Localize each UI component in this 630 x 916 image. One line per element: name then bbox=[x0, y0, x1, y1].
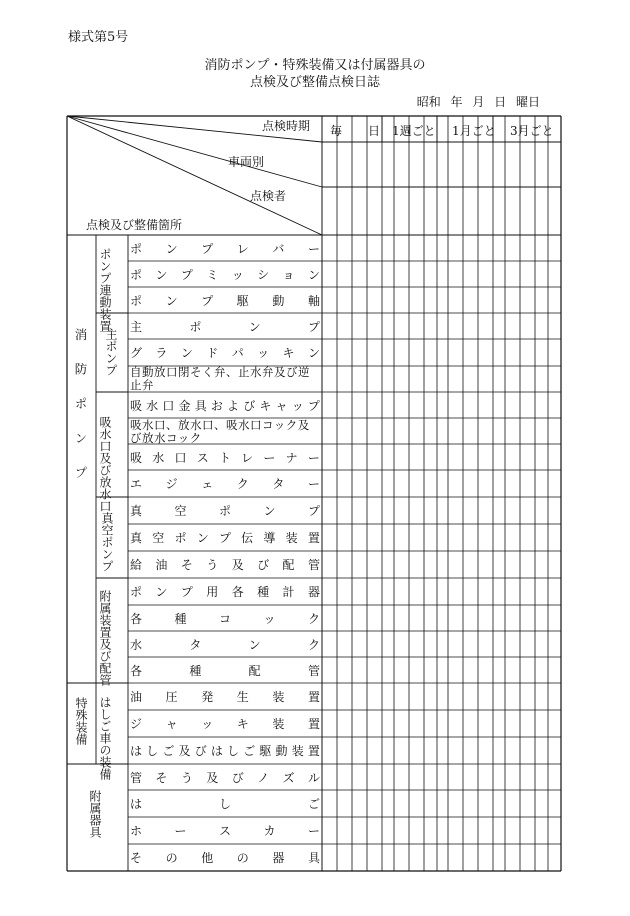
header-inspection-period: 点検時期 bbox=[262, 119, 311, 133]
subgroup-label-main-pump: 主ポンプ bbox=[104, 328, 118, 376]
period-monthly: 1月ごと bbox=[452, 124, 496, 138]
header-inspector: 点検者 bbox=[250, 189, 287, 203]
item-gland-packing: グ ラ ン ド パ ッ キ ン bbox=[130, 345, 320, 360]
header-location: 点検及び整備箇所 bbox=[86, 218, 183, 232]
item-suction-strainer: 吸 水 口 ス ト レ ー ナ ー bbox=[130, 450, 320, 465]
item-pump-lever: ポ ン プ レ バ ー bbox=[130, 241, 320, 256]
date-line: 昭和 年 月 日 曜日 bbox=[416, 95, 540, 109]
item-hose-cart: ホ ー ス カ ー bbox=[130, 824, 320, 838]
item-ladder-drive: は し ご 及 び は し ご 駆 動 装 置 bbox=[130, 744, 320, 758]
item-water-tank: 水 タ ン ク bbox=[130, 637, 320, 652]
subgroup-label-pump-linkage: ポンプ連動装置 bbox=[98, 248, 112, 332]
form-title-line-2: 点検及び整備点検日誌 bbox=[249, 75, 380, 90]
header-vehicle: 車両別 bbox=[228, 155, 265, 169]
item-vacuum-pump-transmission: 真 空 ポ ン プ 伝 導 装 置 bbox=[130, 531, 320, 545]
period-daily-2: 日 bbox=[368, 124, 381, 138]
form-title-line-1: 消防ポンプ・特殊装備又は付属器具の bbox=[204, 58, 426, 73]
group-label-special-equipment: 特殊装備 bbox=[74, 697, 88, 745]
period-daily-1: 毎 bbox=[330, 124, 343, 138]
subgroup-label-attachments: 附属装置及び配管 bbox=[98, 590, 112, 686]
subgroup-label-suction-outlet: 吸水口及び放水口 bbox=[98, 416, 112, 512]
form-number: 様式第5号 bbox=[68, 30, 129, 45]
item-main-pump: 主 ポ ン プ bbox=[130, 319, 320, 334]
period-weekly: 1週ごと bbox=[392, 124, 436, 138]
item-pump-mission: ポ ン プ ミ ッ シ ョ ン bbox=[130, 267, 320, 282]
item-other-equipment: そ の 他 の 器 具 bbox=[130, 851, 320, 865]
item-oil-tank-piping: 給 油 そ う 及 び 配 管 bbox=[130, 558, 320, 572]
item-suction-outlet-cocks: 吸水口、放水口、吸水口コック及び放水コック bbox=[130, 418, 310, 445]
item-cocks: 各 種 コ ッ ク bbox=[130, 611, 320, 626]
group-label-fire-pump: 消防ポンプ bbox=[73, 328, 88, 501]
period-quarterly: 3月ごと bbox=[510, 124, 554, 138]
item-auto-valves: 自動放口閉そく弁、止水弁及び逆止弁 bbox=[130, 365, 310, 392]
subgroup-label-vacuum-pump: 真空ポンプ bbox=[100, 512, 114, 572]
item-ladder: は し ご bbox=[130, 797, 320, 811]
item-vacuum-pump: 真 空 ポ ン プ bbox=[130, 504, 320, 518]
item-pump-gauges: ポ ン プ 用 各 種 計 器 bbox=[130, 585, 320, 599]
group-label-accessories: 附属器具 bbox=[88, 790, 102, 838]
item-nozzle: 管 そ う 及 び ノ ズ ル bbox=[130, 770, 320, 785]
item-jack: ジ ャ ッ キ 装 置 bbox=[130, 717, 320, 731]
item-hydraulic-generator: 油 圧 発 生 装 置 bbox=[130, 690, 320, 704]
subgroup-label-ladder-truck: はしご車の装備 bbox=[98, 696, 112, 780]
item-ejector: エ ジ ェ ク タ ー bbox=[130, 476, 320, 491]
item-suction-fitting-cap: 吸 水 口 金 具 お よ び キ ャ ッ プ bbox=[130, 398, 320, 413]
item-pump-drive-shaft: ポ ン プ 駆 動 軸 bbox=[130, 293, 320, 308]
item-piping: 各 種 配 管 bbox=[130, 663, 320, 678]
